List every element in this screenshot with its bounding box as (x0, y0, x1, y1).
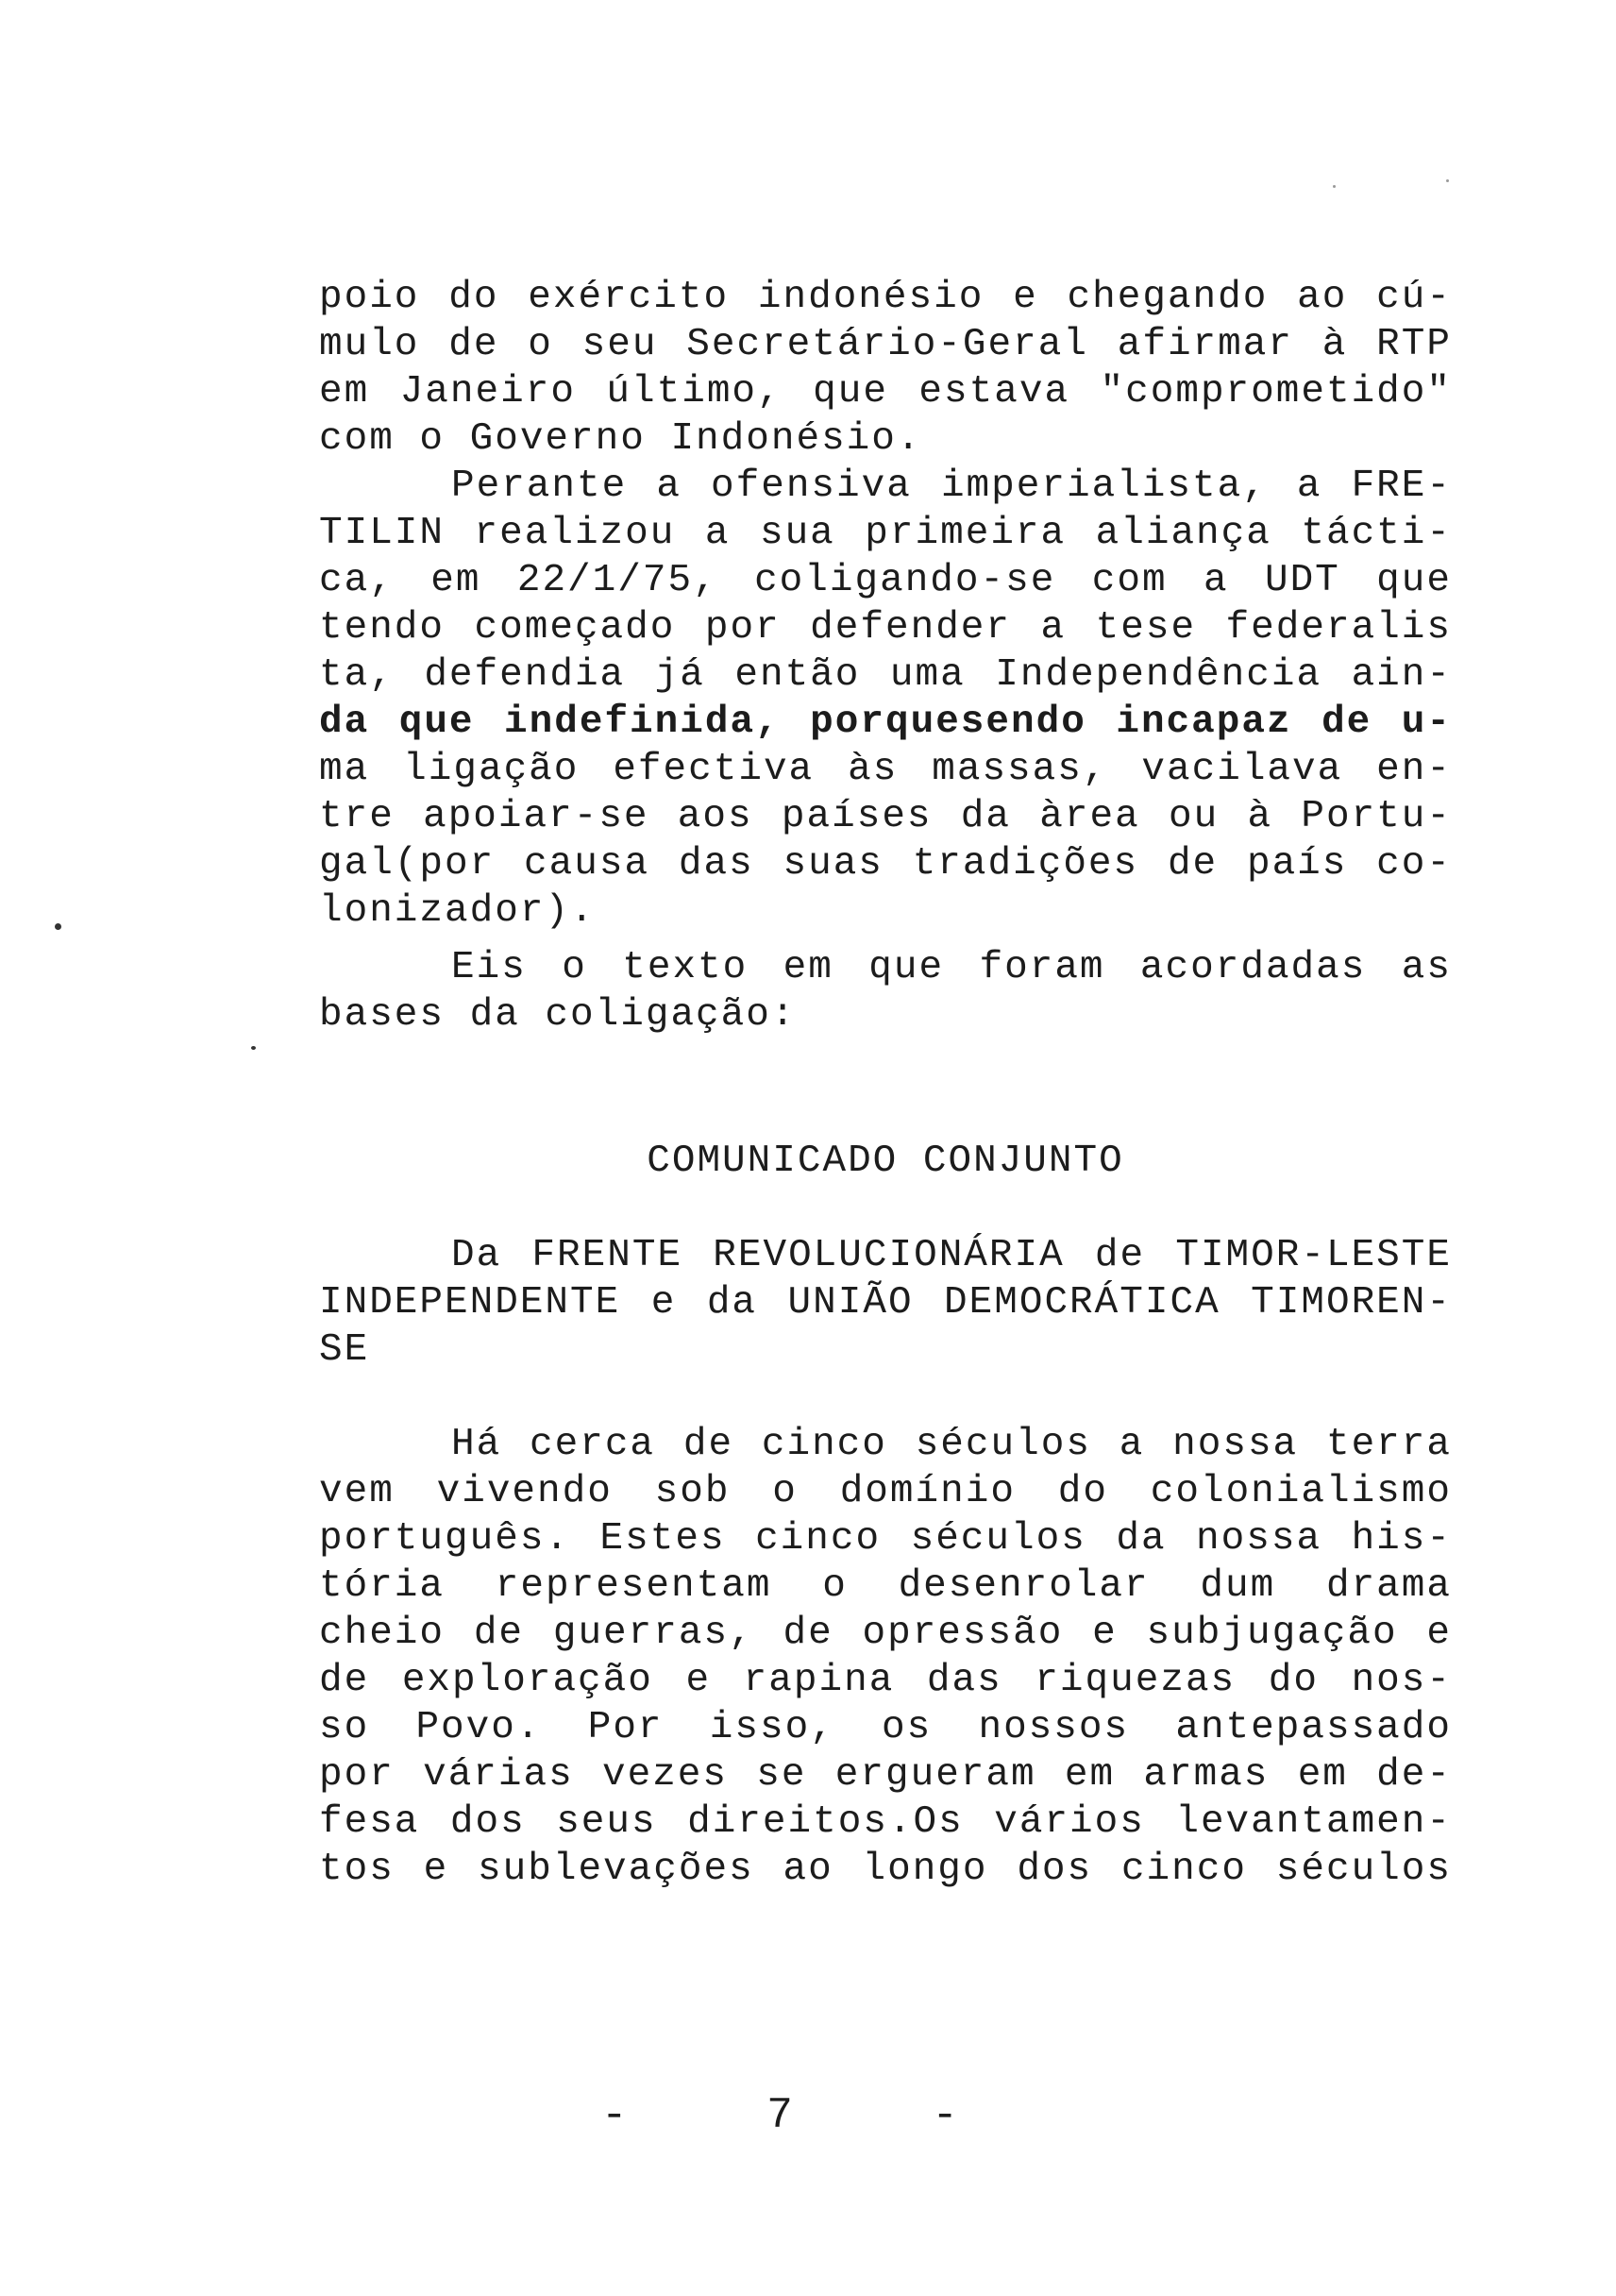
text-line: cheio de guerras, de opressão e subjugação e (319, 1612, 1452, 1655)
text-line: português. Estes cinco séculos da nossa his- (319, 1517, 1452, 1561)
communique-heading (319, 1232, 1452, 1374)
scan-speck (1446, 179, 1449, 182)
paragraph-alliance (319, 463, 1452, 935)
text-line: tória representam o desenrolar dum drama (319, 1564, 1452, 1608)
communique-title: COMUNICADO CONJUNTO (647, 1140, 1124, 1183)
text-line: SE (319, 1328, 370, 1372)
text-line: gal(por causa das suas tradições de país co- (319, 842, 1452, 886)
text-line: em Janeiro último, que estava "comprometido" (319, 370, 1452, 414)
text-line: TILIN realizou a sua primeira aliança tácti- (319, 512, 1452, 555)
text-line: INDEPENDENTE e da UNIÃO DEMOCRÁTICA TIMOREN- (319, 1281, 1452, 1325)
text-line: tos e sublevações ao longo dos cinco séculos (319, 1848, 1452, 1891)
text-line: Há cerca de cinco séculos a nossa terra (451, 1423, 1452, 1466)
text-line: fesa dos seus direitos.Os vários levantamen- (319, 1800, 1452, 1844)
text-line: por várias vezes se ergueram em armas em de- (319, 1753, 1452, 1797)
text-line: poio do exército indonésio e chegando ao cú- (319, 276, 1452, 319)
text-line: ta, defendia já então uma Independência ain- (319, 653, 1452, 697)
text-line: de exploração e rapina das riquezas do nos- (319, 1659, 1452, 1702)
scan-speck (55, 923, 61, 930)
paragraph-communique-body (319, 1421, 1452, 1893)
text-line: vem vivendo sob o domínio do colonialismo (319, 1470, 1452, 1513)
text-line: so Povo. Por isso, os nossos antepassado (319, 1706, 1452, 1749)
paragraph-intro (319, 944, 1452, 1038)
text-line: tendo começado por defender a tese federalis (319, 606, 1452, 650)
text-line: mulo de o seu Secretário-Geral afirmar à RTP (319, 323, 1452, 366)
text-line: Perante a ofensiva imperialista, a FRE- (451, 464, 1452, 508)
text-line: bases da coligação: (319, 993, 797, 1037)
paragraph-continuation (319, 274, 1452, 463)
text-line: Da FRENTE REVOLUCIONÁRIA de TIMOR-LESTE (451, 1234, 1452, 1277)
text-line: tre apoiar-se aos países da àrea ou à Portu- (319, 795, 1452, 838)
text-line: lonizador). (319, 889, 596, 933)
scan-speck (1333, 185, 1336, 188)
page-number: - 7 - (600, 2091, 1016, 2140)
text-line: ca, em 22/1/75, coligando-se com a UDT que (319, 559, 1452, 602)
text-line: Eis o texto em que foram acordadas as (451, 946, 1452, 989)
text-line: da que indefinida, porquesendo incapaz de u- (319, 701, 1452, 744)
text-line: com o Governo Indonésio. (319, 417, 922, 461)
scan-speck (251, 1046, 256, 1050)
text-line: ma ligação efectiva às massas, vacilava en- (319, 748, 1452, 791)
